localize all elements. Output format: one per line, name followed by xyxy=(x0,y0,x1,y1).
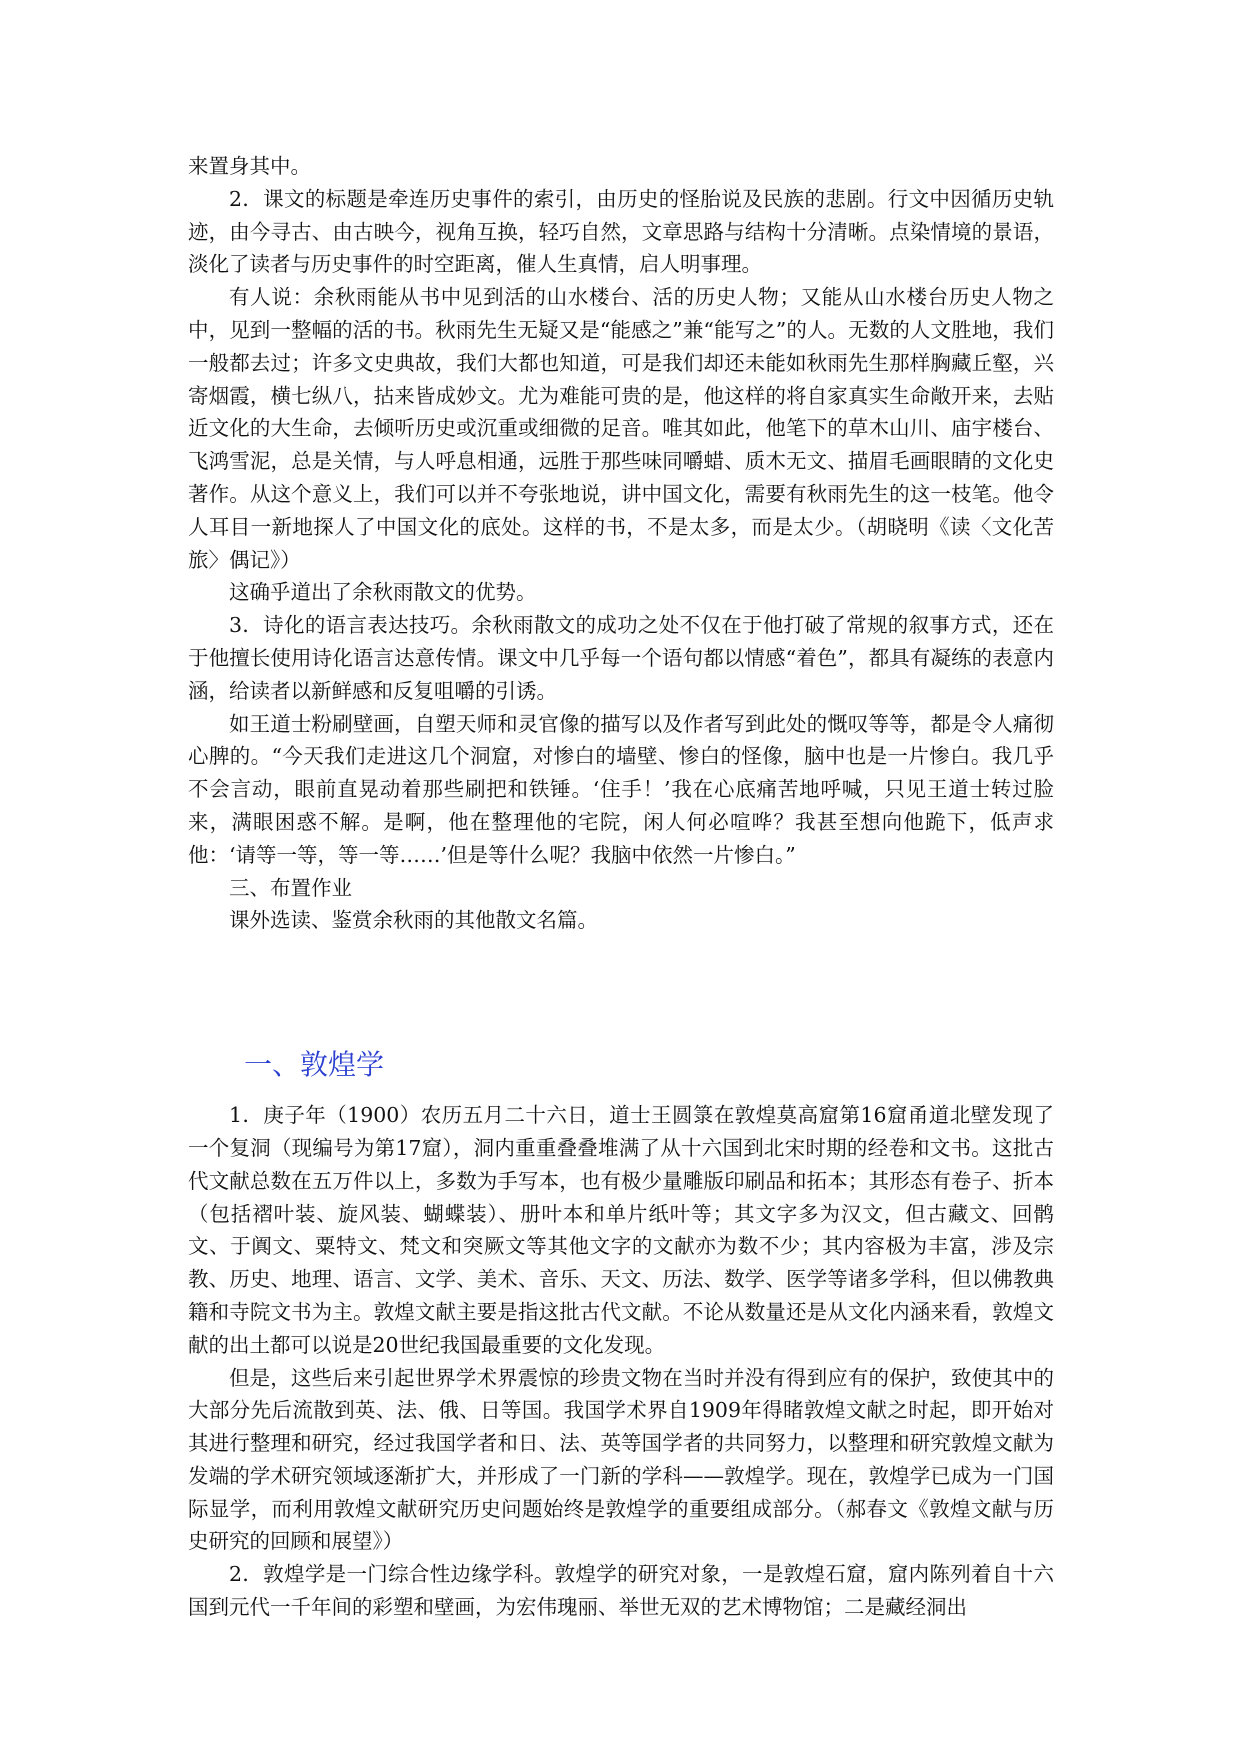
document-page xyxy=(188,150,1054,1624)
paragraph: 2．课文的标题是牵连历史事件的索引，由历史的怪胎说及民族的悲剧。行文中因循历史轨迹，由今寻古、由古映今，视角互换，轻巧自然，文章思路与结构十分清晰。点染情境的景语，淡化了读者与历史事件的时空距离，催人生真情，启人明事理。 xyxy=(188,186,1054,277)
paragraph: 有人说：余秋雨能从书中见到活的山水楼台、活的历史人物；又能从山水楼台历史人物之中，见到一整幅的活的书。秋雨先生无疑又是“能感之”兼“能写之”的人。无数的人文胜地，我们一般都去过；许多文史典故，我们大都也知道，可是我们却还未能如秋雨先生那样胸藏丘壑，兴寄烟霞，横七纵八，拈来皆成妙文。尤为难能可贵的是，他这样的将自家真实生命敞开来，去贴近文化的大生命，去倾听历史或沉重或细微的足音。唯其如此，他笔下的草木山川、庙宇楼台、飞鸿雪泥，总是关情，与人呼息相通，远胜于那些味同嚼蜡、质木无文、描眉毛画眼睛的文化史著作。从这个意义上，我们可以并不夸张地说，讲中国文化，需要有秋雨先生的这一枝笔。他令人耳目一新地探人了中国文化的底处。这样的书，不是太多，而是太少。（胡晓明《读〈文化苦旅〉偶记》） xyxy=(188,285,1054,572)
homework-text: 课外选读、鉴赏余秋雨的其他散文名篇。 xyxy=(229,908,598,933)
paragraph: 1．庚子年（1900）农历五月二十六日，道士王圆箓在敦煌莫高窟第16窟甬道北壁发现了一个复洞（现编号为第17窟），洞内重重叠叠堆满了从十六国到北宋时期的经卷和文书。这批古代文献总数在五万件以上，多数为手写本，也有极少量雕版印刷品和拓本；其形态有卷子、折本（包括褶叶装、旋风装、蝴蝶装）、册叶本和单片纸叶等；其文字多为汉文，但古藏文、回鹘文、于阗文、粟特文、梵文和突厥文等其他文字的文献亦为数不少；其内容极为丰富，涉及宗教、历史、地理、语言、文学、美术、音乐、天文、历法、数学、医学等诸多学科，但以佛教典籍和寺院文书为主。敦煌文献主要是指这批古代文献。不论从数量还是从文化内涵来看，敦煌文献的出土都可以说是20世纪我国最重要的文化发现。 xyxy=(188,1103,1054,1357)
paragraph: 3．诗化的语言表达技巧。余秋雨散文的成功之处不仅在于他打破了常规的叙事方式，还在于他擅长使用诗化语言达意传情。课文中几乎每一个语句都以情感“着色”，都具有凝练的表意内涵，给读者以新鲜感和反复咀嚼的引诱。 xyxy=(188,613,1054,703)
paragraph: 如王道士粉刷壁画，自塑天师和灵官像的描写以及作者写到此处的慨叹等等，都是令人痛彻心脾的。“今天我们走进这几个洞窟，对惨白的墙壁、惨白的怪像，脑中也是一片惨白。我几乎不会言动，眼前直晃动着那些刷把和铁锤。‘住手！’我在心底痛苦地呼喊，只见王道士转过脸来，满眼困惑不解。是啊，他在整理他的宅院，闲人何必喧哗？我甚至想向他跪下，低声求他：‘请等一等，等一等……’但是等什么呢？我脑中依然一片惨白。” xyxy=(188,711,1054,867)
paragraph: 但是，这些后来引起世界学术界震惊的珍贵文物在当时并没有得到应有的保护，致使其中的大部分先后流散到英、法、俄、日等国。我国学术界自1909年得睹敦煌文献之时起，即开始对其进行整理和研究，经过我国学者和日、法、英等国学者的共同努力，以整理和研究敦煌文献为发端的学术研究领域逐渐扩大，并形成了一门新的学科——敦煌学。现在，敦煌学已成为一门国际显学，而利用敦煌文献研究历史问题始终是敦煌学的重要组成部分。（郝春文《敦煌文献与历史研究的回顾和展望》） xyxy=(188,1365,1054,1554)
homework-heading: 三、布置作业 xyxy=(229,875,352,900)
paragraph: 2．敦煌学是一门综合性边缘学科。敦煌学的研究对象，一是敦煌石窟，窟内陈列着自十六国到元代一千年间的彩塑和壁画，为宏伟瑰丽、举世无双的艺术博物馆；二是藏经洞出 xyxy=(188,1562,1054,1620)
lower-text-block xyxy=(188,1099,1054,1624)
section-heading: 一、敦煌学 xyxy=(244,1048,385,1082)
upper-text-block xyxy=(188,150,1054,937)
paragraph: 这确乎道出了余秋雨散文的优势。 xyxy=(229,580,537,605)
paragraph: 来置身其中。 xyxy=(188,154,311,178)
